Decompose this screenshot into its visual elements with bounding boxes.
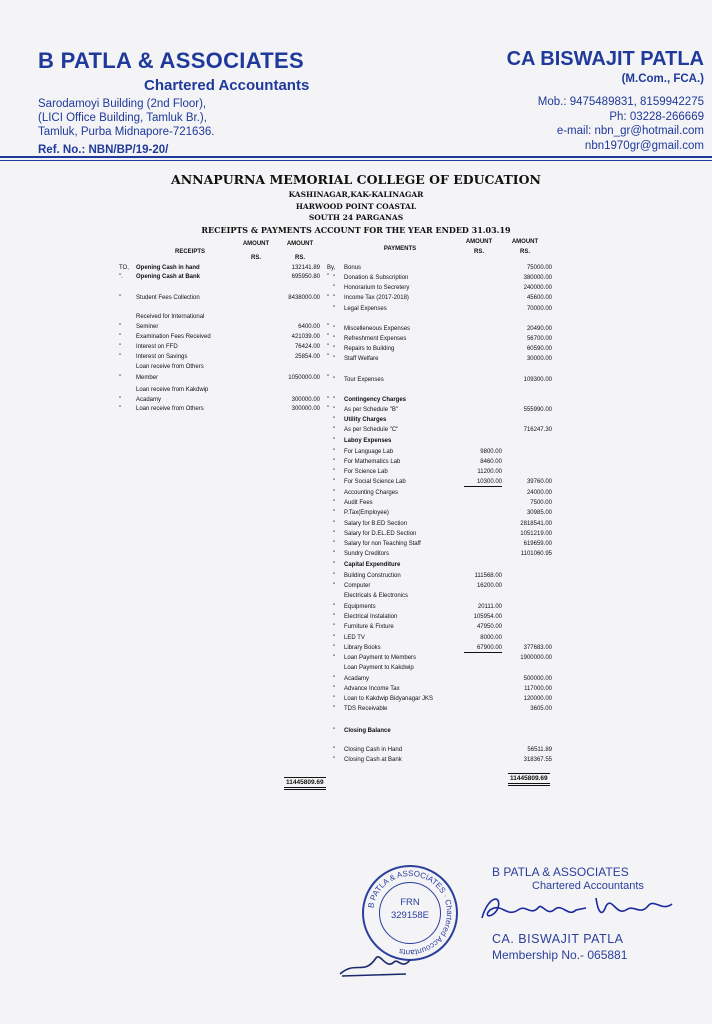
letterhead-rule-thin xyxy=(0,160,712,161)
firm-subtitle: Chartered Accountants xyxy=(144,77,310,94)
initials-signature xyxy=(336,950,416,980)
payment-label: Accounting Charges xyxy=(344,490,399,496)
row-marker: " xyxy=(333,438,336,444)
receipt-amount: 8438000.00 xyxy=(288,295,320,301)
receipt-amount: 300000.00 xyxy=(291,397,320,403)
payment-label: As per Schedule "C" xyxy=(344,427,399,433)
amount-column-header xyxy=(280,240,320,262)
payment-amount: 60590.00 xyxy=(526,346,552,352)
row-marker: " xyxy=(333,417,336,423)
payment-sub-amount: 11200.00 xyxy=(477,469,502,475)
payment-label: Building Construction xyxy=(344,573,401,579)
row-marker: " xyxy=(333,635,336,641)
row-marker: " xyxy=(333,655,336,661)
row-suffix: " xyxy=(327,375,330,381)
row-suffix: " xyxy=(327,344,330,350)
receipt-label: Student Fees Collection xyxy=(136,295,200,301)
payment-label: Computer xyxy=(344,583,371,589)
row-suffix: " xyxy=(327,295,330,301)
college-address-line: HARWOOD POINT COASTAL xyxy=(295,202,417,211)
row-marker: " xyxy=(333,614,336,620)
contact-phone: Ph: 03228-266669 xyxy=(609,110,704,123)
payment-label: Tour Expenses xyxy=(344,377,384,383)
row-marker: " xyxy=(119,406,122,412)
row-marker: " xyxy=(119,324,122,330)
handwritten-signature xyxy=(476,888,676,928)
receipt-label: Loan receive from Others xyxy=(136,364,204,370)
row-suffix: By, xyxy=(327,265,336,271)
rs-label: RS. xyxy=(294,255,305,261)
payment-label: Donation & Subscription xyxy=(344,275,409,281)
receipts-total: 11445809.69 xyxy=(284,777,326,790)
payment-label: Closing Cash in Hand xyxy=(344,747,403,753)
row-marker: " xyxy=(333,427,336,433)
row-marker: " xyxy=(333,551,336,557)
payment-label: Honorarium to Secretery xyxy=(344,285,410,291)
payment-amount: 318367.55 xyxy=(523,757,552,763)
payment-label: For Language Lab xyxy=(344,449,394,455)
payment-label: Contingency Charges xyxy=(344,397,407,403)
row-suffix: " xyxy=(327,397,330,403)
payment-amount: 75000.00 xyxy=(526,265,552,271)
receipt-label: Seminer xyxy=(136,324,159,330)
payment-amount: 555990.00 xyxy=(523,407,552,413)
row-marker: " xyxy=(333,377,336,383)
payment-label: Salary for D.EL.ED Section xyxy=(344,531,417,537)
address-line: (LICI Office Building, Tamluk Br.), xyxy=(38,112,207,124)
row-marker: " xyxy=(333,645,336,651)
reference-number: Ref. No.: NBN/BP/19-20/ xyxy=(38,144,169,156)
row-marker: " xyxy=(119,295,122,301)
amount-column-header xyxy=(505,238,545,256)
row-marker: " xyxy=(333,479,336,485)
payment-sub-amount: 20111.00 xyxy=(477,604,502,610)
payment-label: Salary for non Teaching Staff xyxy=(344,541,421,547)
payment-amount: 7500.00 xyxy=(530,500,552,506)
row-marker: " xyxy=(333,275,336,281)
ca-name: CA BISWAJIT PATLA xyxy=(506,48,704,70)
address-line: Tamluk, Purba Midnapore-721636. xyxy=(38,126,215,138)
receipt-label: Interest on FFD xyxy=(136,344,178,350)
row-marker: " xyxy=(333,500,336,506)
receipt-label: Member xyxy=(136,375,159,381)
receipt-label: Loan receive from Others xyxy=(136,406,204,412)
payment-sub-amount: 8000.00 xyxy=(480,635,502,641)
rs-label: RS. xyxy=(519,249,530,255)
payment-sub-amount: 16200.00 xyxy=(476,583,502,589)
row-marker: " xyxy=(333,510,336,516)
receipt-amount: 76424.00 xyxy=(294,344,320,350)
row-marker: " xyxy=(333,604,336,610)
row-marker: " xyxy=(119,397,122,403)
row-marker: " xyxy=(333,459,336,465)
payment-sub-amount: 111568.00 xyxy=(474,573,502,579)
row-marker: TO, xyxy=(119,265,129,271)
payment-label: Closing Cash at Bank xyxy=(344,757,402,763)
payment-amount: 24000.00 xyxy=(526,490,552,496)
payment-label: Legal Expenses xyxy=(344,306,387,312)
row-marker: " xyxy=(333,521,336,527)
row-marker: " xyxy=(333,583,336,589)
receipt-amount: 132141.89 xyxy=(291,265,320,271)
rs-label: RS. xyxy=(473,249,484,255)
row-suffix: " xyxy=(327,334,330,340)
row-marker: " xyxy=(333,686,336,692)
receipt-amount: 300000.00 xyxy=(291,406,320,412)
row-marker: " xyxy=(333,706,336,712)
payment-sub-amount: 105954.00 xyxy=(473,614,502,620)
receipt-label: Interest on Savings xyxy=(136,354,188,360)
row-marker: " xyxy=(333,490,336,496)
receipt-label: Opening Cash at Bank xyxy=(136,274,201,280)
receipt-amount: 1050000.00 xyxy=(288,375,320,381)
college-name: ANNAPURNA MEMORIAL COLLEGE OF EDUCATION xyxy=(171,172,541,187)
stamp-ca-name: CA. BISWAJIT PATLA xyxy=(492,932,624,946)
payment-amount: 30985.00 xyxy=(526,510,552,516)
payment-amount: 377683.00 xyxy=(523,645,552,651)
firm-seal xyxy=(362,865,458,961)
payment-label: Loan Payment to Kakdwip xyxy=(344,665,414,671)
payment-label: Library Books xyxy=(344,645,381,651)
row-marker: " xyxy=(333,285,336,291)
row-marker: " xyxy=(333,676,336,682)
row-suffix: " xyxy=(327,274,330,280)
contact-block xyxy=(538,95,704,153)
payment-label: Laboy Expenses xyxy=(344,438,392,444)
college-address-line: KASHINAGAR,KAK-KALINAGAR xyxy=(288,190,424,199)
row-marker: " xyxy=(333,747,336,753)
row-marker: " xyxy=(333,573,336,579)
receipt-label: Loan receive from Kakdwip xyxy=(136,387,209,393)
payment-amount: 20490.00 xyxy=(526,326,552,332)
contact-email-2: nbn1970gr@gmail.com xyxy=(584,139,704,152)
payment-label: Staff Welfare xyxy=(344,356,379,362)
amount-column-header xyxy=(236,240,276,262)
payment-amount: 56700.00 xyxy=(526,336,552,342)
contact-mobile: Mob.: 9475489831, 8159942275 xyxy=(537,96,704,108)
payment-amount: 120000.00 xyxy=(523,696,552,702)
amount-label: AMOUNT xyxy=(286,241,314,247)
receipt-amount: 25854.00 xyxy=(294,354,320,360)
payment-sub-amount: 8460.00 xyxy=(480,459,502,465)
receipt-amount: 421039.00 xyxy=(291,334,320,340)
amount-column-header xyxy=(459,238,499,256)
row-marker: " xyxy=(333,306,336,312)
row-marker: ". xyxy=(119,274,123,280)
payment-sub-amount: 10300.00 xyxy=(464,478,502,487)
payment-label: Loan to Kakdwip Bidyanagar JKS xyxy=(344,696,434,702)
payment-amount: 1051219.00 xyxy=(520,531,552,537)
row-marker: " xyxy=(333,562,336,568)
payment-label: For Mathematics Lab xyxy=(344,459,401,465)
payment-amount: 380000.00 xyxy=(523,275,552,281)
row-marker: " xyxy=(119,375,122,381)
payment-amount: 240000.00 xyxy=(523,285,552,291)
statement-title: RECEIPTS & PAYMENTS ACCOUNT FOR THE YEAR ENDED 31.03.19 xyxy=(201,225,511,235)
row-marker: " xyxy=(333,356,336,362)
row-marker: " xyxy=(333,624,336,630)
payment-label: Audit Fees xyxy=(344,500,373,506)
seal-ring-label: B PATLA & ASSOCIATES · Chartered Accountants xyxy=(366,868,455,958)
payment-label: Electricals & Electronics xyxy=(344,593,409,599)
payment-sub-amount: 9800.00 xyxy=(480,449,502,455)
payment-amount: 39760.00 xyxy=(526,479,552,485)
row-marker: " xyxy=(333,541,336,547)
receipt-label: Acadamy xyxy=(136,397,162,403)
payments-column-header: PAYMENTS xyxy=(383,246,417,252)
row-marker: " xyxy=(333,469,336,475)
payment-label: Furniture & Fixture xyxy=(344,624,394,630)
amount-label: AMOUNT xyxy=(242,241,270,247)
row-suffix: " xyxy=(327,354,330,360)
payment-label: Acadamy xyxy=(344,676,370,682)
payment-label: Repairs to Building xyxy=(344,346,395,352)
payment-amount: 56511.89 xyxy=(527,747,552,753)
receipt-label: Examination Fees Received xyxy=(136,334,211,340)
payment-label: Capital Expenditure xyxy=(344,562,401,568)
payment-label: Salary for B.ED Section xyxy=(344,521,408,527)
row-marker: " xyxy=(333,696,336,702)
row-marker: " xyxy=(333,407,336,413)
payment-label: Miscelleneous Expenses xyxy=(344,326,411,332)
stamp-membership: Membership No.- 065881 xyxy=(492,948,628,962)
stamp-firm-name: B PATLA & ASSOCIATES xyxy=(492,865,629,879)
row-marker: " xyxy=(119,354,122,360)
payment-label: Advance Income Tax xyxy=(344,686,400,692)
payment-label: Bonus xyxy=(344,265,362,271)
payment-label: Loan Payment to Members xyxy=(344,655,417,661)
payment-amount: 109300.00 xyxy=(523,377,552,383)
payment-amount: 716247.30 xyxy=(523,427,552,433)
payments-total: 11445809.69 xyxy=(508,773,550,786)
receipts-column-header: RECEIPTS xyxy=(174,249,205,255)
row-marker: " xyxy=(119,344,122,350)
payment-label: TDS Receivable xyxy=(344,706,388,712)
payment-label: Income Tax (2017-2018) xyxy=(344,295,409,301)
row-marker: " xyxy=(333,728,336,734)
payment-sub-amount: 67900.00 xyxy=(464,644,502,653)
firm-address xyxy=(38,97,214,139)
seal-center xyxy=(379,882,441,944)
row-marker: " xyxy=(333,757,336,763)
address-line: Sarodamoyi Building (2nd Floor), xyxy=(38,98,207,110)
row-suffix: " xyxy=(327,406,330,412)
payment-amount: 30000.00 xyxy=(526,356,552,362)
payment-label: Utility Charges xyxy=(344,417,387,423)
row-marker: " xyxy=(333,295,336,301)
payment-label: Electrical Instalation xyxy=(344,614,398,620)
row-marker: " xyxy=(333,449,336,455)
payment-sub-amount: 47950.00 xyxy=(476,624,502,630)
amount-label: AMOUNT xyxy=(511,239,539,245)
payment-amount: 619659.00 xyxy=(523,541,552,547)
receipt-label: Opening Cash in hand xyxy=(136,265,200,271)
payment-amount: 70000.00 xyxy=(526,306,552,312)
receipt-amount: 6400.00 xyxy=(298,324,320,330)
row-marker: " xyxy=(333,336,336,342)
receipt-amount: 695950.80 xyxy=(291,274,320,280)
payment-amount: 1101060.95 xyxy=(520,551,552,557)
seal-frn-number: 329158E xyxy=(390,910,430,921)
payment-amount: 1900000.00 xyxy=(520,655,552,661)
college-address-line: SOUTH 24 PARGANAS xyxy=(308,213,404,222)
payment-label: For Social Science Lab xyxy=(344,479,406,485)
seal-frn-label: FRN xyxy=(400,897,420,908)
firm-name: B PATLA & ASSOCIATES xyxy=(38,48,304,73)
payment-amount: 2818541.00 xyxy=(520,521,552,527)
row-marker: " xyxy=(333,346,336,352)
payment-amount: 500000.00 xyxy=(523,676,552,682)
row-marker: " xyxy=(333,397,336,403)
payment-amount: 117000.00 xyxy=(524,686,552,692)
row-marker: " xyxy=(333,531,336,537)
payment-label: Equipments xyxy=(344,604,376,610)
payment-label: Refreshment Expenses xyxy=(344,336,407,342)
letterhead-rule xyxy=(0,156,712,158)
payment-label: Sundry Creditors xyxy=(344,551,390,557)
ca-qualification: (M.Com., FCA.) xyxy=(621,73,704,85)
payment-label: For Science Lab xyxy=(344,469,388,475)
payment-label: As per Schedule "B" xyxy=(344,407,398,413)
rs-label: RS. xyxy=(250,255,261,261)
payment-label: Closing Balance xyxy=(344,728,391,734)
payment-amount: 45600.00 xyxy=(526,295,552,301)
row-marker: " xyxy=(119,334,122,340)
contact-email: e-mail: nbn_gr@hotmail.com xyxy=(556,125,704,137)
row-marker: " xyxy=(333,326,336,332)
payment-label: LED TV xyxy=(344,635,365,641)
row-suffix: " xyxy=(327,324,330,330)
amount-label: AMOUNT xyxy=(465,239,493,245)
payment-amount: 3605.00 xyxy=(530,706,552,712)
payment-label: P.Tax(Employee) xyxy=(344,510,389,516)
receipt-label: Received for International xyxy=(136,314,205,320)
stamp-subtitle: Chartered Accountants xyxy=(532,880,644,892)
